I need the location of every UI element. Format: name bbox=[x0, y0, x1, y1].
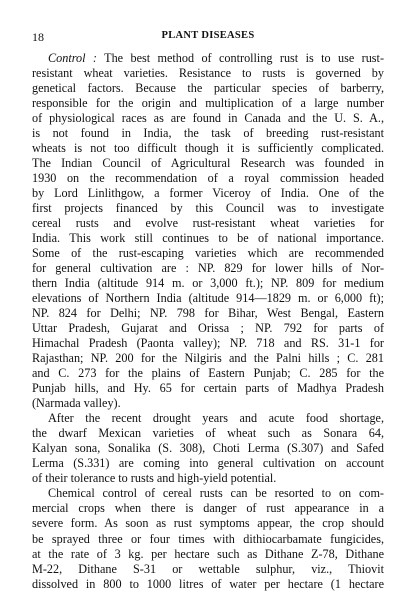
text-line: 1930 on the recommendation of a royal commission headed bbox=[32, 171, 384, 186]
text-line: Himachal Pradesh (Paonta valley); NP. 718 and RS. 31-1 for bbox=[32, 336, 384, 351]
text-line: dissolved in 800 to 1000 litres of water per hectare (1 hectare bbox=[32, 576, 384, 591]
text-line: by Lord Linlithgow, a former Viceroy of India. One of the bbox=[32, 186, 384, 201]
text-line: genetical factors. Because the particular species of barberry, bbox=[32, 81, 384, 96]
text-line: Some of the rust-escaping varieties which are recommended bbox=[32, 246, 384, 261]
text-line: NP. 824 for Delhi; NP. 798 for Bihar, West Bengal, Eastern bbox=[32, 306, 384, 321]
text-line: at the rate of 3 kg. per hectare such as Dithane Z-78, Dithane bbox=[32, 546, 384, 561]
text-line: responsible for the origin and multiplication of a large number bbox=[32, 96, 384, 111]
text-line bbox=[32, 51, 384, 66]
page-number: 18 bbox=[32, 30, 44, 44]
text-line: severe form. As soon as rust symptoms appear, the crop should bbox=[32, 516, 384, 531]
section-lead: Control : bbox=[48, 51, 97, 65]
text-line-content: The best method of controlling rust is to use rust- bbox=[96, 51, 384, 65]
text-line: mercial crops when there is danger of rust appearance in a bbox=[32, 501, 384, 516]
text-line: elevations of Northern India (altitude 914—1829 m. or 6,000 ft); bbox=[32, 291, 384, 306]
page-header bbox=[32, 30, 384, 44]
text-line: (Narmada valley). bbox=[32, 396, 121, 411]
text-line: After the recent drought years and acute food shortage, bbox=[48, 411, 384, 426]
text-line: M-22, Dithane S-31 or wettable sulphur, viz., Thiovit bbox=[32, 561, 384, 576]
text-line: resistant wheat varieties. Resistance to rusts is governed by bbox=[32, 66, 384, 81]
text-line: Punjab hills, and Hy. 65 for certain parts of Madhya Pradesh bbox=[32, 381, 384, 396]
text-line: first projects financed by this Council was to investigate bbox=[32, 201, 384, 216]
text-line: Chemical control of cereal rusts can be resorted to on com- bbox=[48, 486, 384, 501]
text-line: Lerma (S.331) are coming into general cultivation on account bbox=[32, 456, 384, 471]
text-line: India. This work still continues to be of national importance. bbox=[32, 231, 384, 246]
text-line: the dwarf Mexican varieties of wheat such as Sonara 64, bbox=[32, 426, 384, 441]
body-text bbox=[32, 51, 384, 592]
running-title: PLANT DISEASES bbox=[161, 30, 255, 41]
text-line: of physiological races as are found in Canada and the U. S. A., bbox=[32, 111, 384, 126]
text-line: is not found in India, the task of breeding rust-resistant bbox=[32, 126, 384, 141]
text-line: Rajasthan; NP. 200 for the Nilgiris and the Palni hills ; C. 281 bbox=[32, 351, 384, 366]
text-line: thern India (altitude 914 m. or 3,000 ft.); NP. 809 for medium bbox=[32, 276, 384, 291]
text-line: Uttar Pradesh, Gujarat and Orissa ; NP. 792 for parts of bbox=[32, 321, 384, 336]
text-line: wheats is not too difficult though it is sufficiently complicated. bbox=[32, 141, 384, 156]
text-line: and C. 273 for the plains of Eastern Punjab; C. 285 for the bbox=[32, 366, 384, 381]
text-line: The Indian Council of Agricultural Research was founded in bbox=[32, 156, 384, 171]
text-line: be sprayed three or four times with dithiocarbamate fungicides, bbox=[32, 531, 384, 546]
text-line: for general cultivation are : NP. 829 for lower hills of Nor- bbox=[32, 261, 384, 276]
text-line: Kalyan sona, Sonalika (S. 308), Choti Lerma (S.307) and Safed bbox=[32, 441, 384, 456]
text-line: cereal rusts and evolve rust-resistant wheat varieties for bbox=[32, 216, 384, 231]
text-line: of their tolerance to rusts and high-yield potential. bbox=[32, 471, 277, 486]
